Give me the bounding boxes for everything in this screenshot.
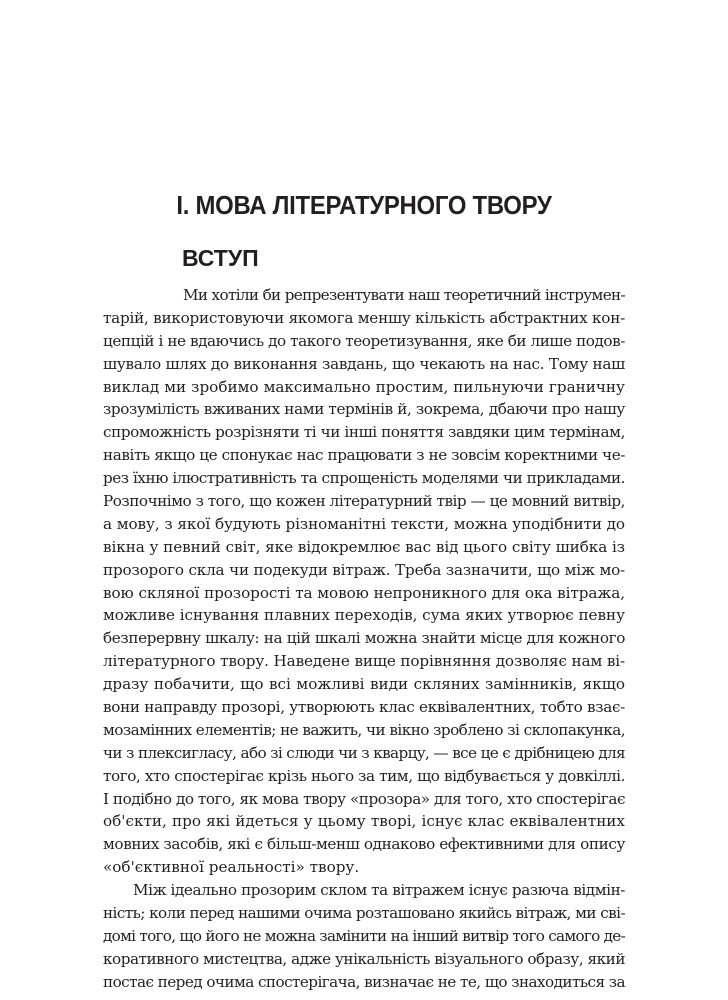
text-line: виклад ми зробимо максимально простим, пильнуючи граничну — [103, 377, 625, 396]
text-line: «об'єктивної реальності» твору. — [103, 858, 360, 877]
text-line: вони направду прозорі, утворюють клас еквівалентних, тобто взає- — [103, 698, 625, 717]
text-line: коративного мистецтва, адже унікальність візуального образу, який — [103, 949, 625, 968]
text-line: об'єкти, про які йдеться у цьому творі, існує клас еквівалентних — [103, 812, 625, 831]
text-line: мозамінних елементів; не важить, чи вікно зроблено зі склопакунка, — [103, 720, 625, 739]
section-title: ВСТУП — [182, 245, 259, 271]
text-line: вою скляної прозорості та мовою непроникного для ока вітража, — [103, 583, 625, 602]
text-line: цепцій і не вдаючись до такого теоретизування, яке би лише подов- — [103, 331, 625, 350]
text-line: а мову, з якої будують різноманітні тексти, можна уподібнити до — [103, 514, 625, 533]
text-line: зрозумілість вживаних нами термінів й, зокрема, дбаючи про нашу — [103, 400, 625, 419]
text-line: навіть якщо це спонукає нас працювати з не зовсім коректними че- — [103, 446, 625, 465]
text-line: ність; коли перед нашими очима розташовано якийсь вітраж, ми сві- — [103, 904, 625, 923]
body-text — [103, 284, 625, 994]
text-line: спроможність розрізняти ті чи інші поняття завдяки цим термінам, — [103, 423, 625, 442]
text-line: Між ідеально прозорим склом та вітражем існує разюча відмін- — [133, 881, 625, 900]
text-line: тарій, використовуючи якомога меншу кількість абстрактних кон- — [103, 308, 625, 327]
text-line: вікна у певний світ, яке відокремлює вас від цього світу шибка із — [103, 537, 625, 556]
text-line: можливе існування плавних переходів, сума яких утворює певну — [103, 606, 625, 625]
text-line: постає перед очима спостерігача, визначає не те, що знаходиться за — [103, 972, 625, 991]
text-line: чи з плексигласу, або зі слюди чи з кварцу, — все це є дрібницею для — [103, 743, 625, 762]
chapter-title: І. МОВА ЛІТЕРАТУРНОГО ТВОРУ — [176, 190, 552, 220]
text-line: безперервну шкалу: на цій шкалі можна знайти місце для кожного — [103, 629, 625, 648]
text-line: Розпочнімо з того, що кожен літературний твір — це мовний витвір, — [103, 492, 625, 511]
text-line: літературного твору. Наведене вище порівняння дозволяє нам ві- — [103, 652, 625, 671]
text-line: рез їхню ілюстративність та спрощеність моделями чи прикладами. — [103, 469, 625, 488]
text-line: того, хто спостерігає крізь нього за тим, що відбувається у довкіллі. — [103, 766, 626, 785]
text-line: дразу побачити, що всі можливі види скляних замінників, якщо — [103, 675, 625, 694]
text-line: І подібно до того, як мова твору «прозора» для того, хто спостерігає — [103, 789, 625, 808]
text-line: шувало шлях до виконання завдань, що чекають на нас. Тому наш — [103, 354, 626, 373]
text-line: Ми хотіли би репрезентувати наш теоретичний інструмен- — [183, 286, 625, 304]
text-line: прозорого скла чи подекуди вітраж. Треба зазначити, що між мо- — [103, 560, 625, 579]
text-line: мовних засобів, які є більш-менш однаково ефективними для опису — [103, 835, 625, 854]
text-line: домі того, що його не можна замінити на інший витвір того самого де- — [103, 926, 625, 945]
